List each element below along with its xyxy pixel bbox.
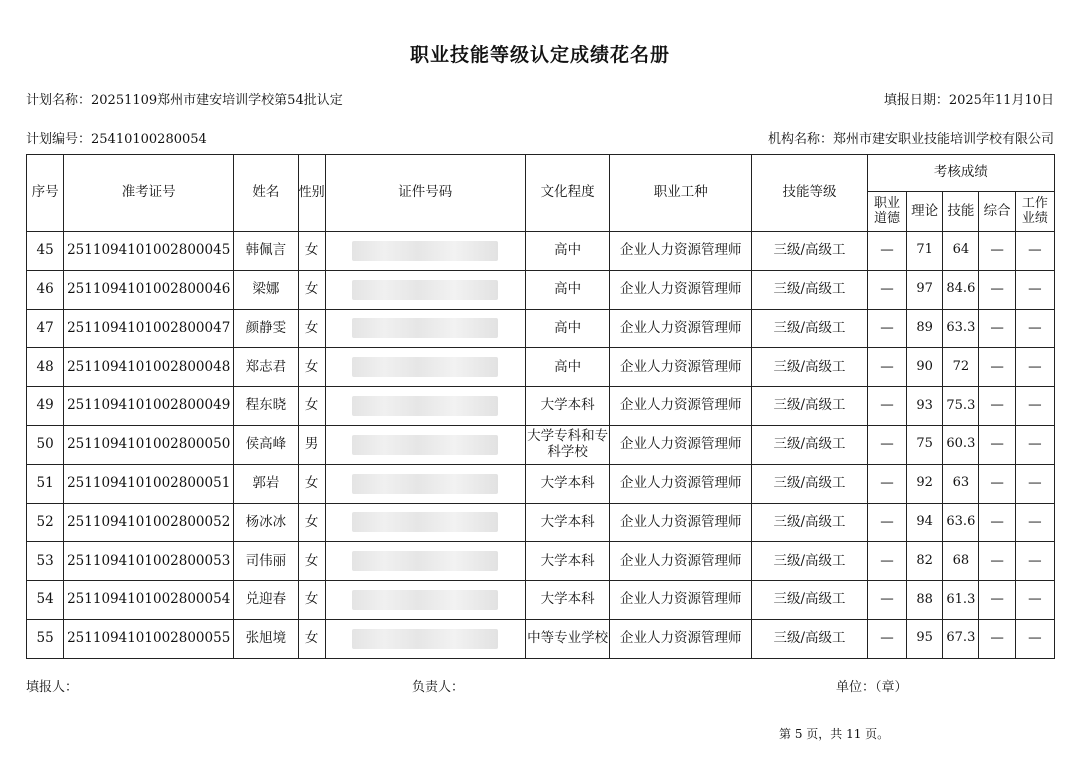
cell-name: 韩佩言 <box>234 232 298 271</box>
cell-occupation: 企业人力资源管理师 <box>610 503 752 542</box>
report-date-value: 2025年11月10日 <box>948 93 1054 108</box>
cell-id-number <box>325 503 525 542</box>
cell-ethics: — <box>867 270 906 309</box>
cell-gender: 女 <box>298 581 325 620</box>
header-name: 姓名 <box>234 155 298 232</box>
cell-seq: 47 <box>27 309 64 348</box>
document-title: 职业技能等级认定成绩花名册 <box>409 44 670 66</box>
cell-work-performance: — <box>1015 619 1054 658</box>
plan-name-label: 计划名称： <box>26 93 92 108</box>
cell-gender: 女 <box>298 503 325 542</box>
cell-overall: — <box>979 542 1015 581</box>
cell-name: 张旭境 <box>234 619 298 658</box>
cell-skill: 68 <box>943 542 979 581</box>
cell-theory: 95 <box>907 619 943 658</box>
table-row <box>27 348 1055 387</box>
cell-work-performance: — <box>1015 425 1054 464</box>
cell-occupation: 企业人力资源管理师 <box>610 425 752 464</box>
cell-occupation: 企业人力资源管理师 <box>610 309 752 348</box>
cell-skill: 75.3 <box>943 387 979 426</box>
cell-ethics: — <box>867 503 906 542</box>
roster-body <box>27 232 1055 659</box>
cell-education: 大学本科 <box>525 387 609 426</box>
table-row <box>27 425 1055 464</box>
cell-id-number <box>325 270 525 309</box>
cell-skill-level: 三级/高级工 <box>752 425 868 464</box>
cell-name: 郭岩 <box>234 464 298 503</box>
cell-seq: 49 <box>27 387 64 426</box>
redacted-id-block <box>352 280 498 300</box>
cell-ethics: — <box>867 581 906 620</box>
cell-skill: 63.6 <box>943 503 979 542</box>
redacted-id-block <box>352 629 498 649</box>
cell-skill-level: 三级/高级工 <box>752 619 868 658</box>
cell-theory: 93 <box>907 387 943 426</box>
redacted-id-block <box>352 474 498 494</box>
header-seq: 序号 <box>27 155 64 232</box>
cell-id-number <box>325 309 525 348</box>
header-scores: 考核成绩 <box>867 155 1054 192</box>
cell-gender: 女 <box>298 232 325 271</box>
organization-label: 机构名称： <box>767 132 833 147</box>
cell-theory: 88 <box>907 581 943 620</box>
cell-overall: — <box>979 232 1015 271</box>
redacted-id-block <box>352 241 498 261</box>
redacted-id-block <box>352 512 498 532</box>
cell-theory: 75 <box>907 425 943 464</box>
cell-overall: — <box>979 270 1015 309</box>
cell-gender: 女 <box>298 348 325 387</box>
cell-education: 大学本科 <box>525 464 609 503</box>
cell-work-performance: — <box>1015 464 1054 503</box>
cell-skill-level: 三级/高级工 <box>752 309 868 348</box>
cell-overall: — <box>979 425 1015 464</box>
cell-education: 大学专科和专科学校 <box>525 425 609 464</box>
table-row <box>27 503 1055 542</box>
cell-name: 颜静雯 <box>234 309 298 348</box>
cell-id-number <box>325 232 525 271</box>
cell-theory: 90 <box>907 348 943 387</box>
cell-skill-level: 三级/高级工 <box>752 581 868 620</box>
cell-work-performance: — <box>1015 581 1054 620</box>
cell-work-performance: — <box>1015 232 1054 271</box>
header-exam-number: 准考证号 <box>64 155 234 232</box>
cell-education: 中等专业学校 <box>525 619 609 658</box>
cell-exam-number: 2511094101002800053 <box>64 542 234 581</box>
organization-value: 郑州市建安职业技能培训学校有限公司 <box>832 132 1054 147</box>
table-row <box>27 387 1055 426</box>
header-skill-level: 技能等级 <box>752 155 868 232</box>
report-date-label: 填报日期： <box>883 93 949 108</box>
cell-skill: 61.3 <box>943 581 979 620</box>
cell-occupation: 企业人力资源管理师 <box>610 232 752 271</box>
cell-overall: — <box>979 503 1015 542</box>
header-ethics: 职业道德 <box>867 192 906 232</box>
cell-overall: — <box>979 464 1015 503</box>
responsible-label: 负责人： <box>412 680 465 695</box>
cell-education: 高中 <box>525 232 609 271</box>
cell-ethics: — <box>867 619 906 658</box>
cell-name: 侯高峰 <box>234 425 298 464</box>
cell-skill-level: 三级/高级工 <box>752 464 868 503</box>
plan-number-value: 25410100280054 <box>91 132 207 147</box>
cell-theory: 92 <box>907 464 943 503</box>
cell-exam-number: 2511094101002800049 <box>64 387 234 426</box>
cell-ethics: — <box>867 309 906 348</box>
cell-overall: — <box>979 387 1015 426</box>
cell-theory: 71 <box>907 232 943 271</box>
header-overall: 综合 <box>979 192 1015 232</box>
cell-skill-level: 三级/高级工 <box>752 232 868 271</box>
cell-id-number <box>325 581 525 620</box>
cell-theory: 82 <box>907 542 943 581</box>
cell-name: 梁娜 <box>234 270 298 309</box>
cell-gender: 男 <box>298 425 325 464</box>
plan-number-line <box>26 128 207 147</box>
plan-name-value: 20251109郑州市建安培训学校第54批认定 <box>91 93 343 108</box>
cell-ethics: — <box>867 387 906 426</box>
cell-name: 程东晓 <box>234 387 298 426</box>
cell-skill-level: 三级/高级工 <box>752 270 868 309</box>
cell-work-performance: — <box>1015 309 1054 348</box>
cell-name: 杨冰冰 <box>234 503 298 542</box>
cell-name: 兑迎春 <box>234 581 298 620</box>
cell-gender: 女 <box>298 464 325 503</box>
cell-exam-number: 2511094101002800047 <box>64 309 234 348</box>
cell-education: 大学本科 <box>525 581 609 620</box>
cell-education: 高中 <box>525 309 609 348</box>
cell-exam-number: 2511094101002800054 <box>64 581 234 620</box>
score-roster-table <box>26 154 1055 659</box>
redacted-id-block <box>352 357 498 377</box>
cell-id-number <box>325 464 525 503</box>
header-education: 文化程度 <box>525 155 609 232</box>
cell-gender: 女 <box>298 309 325 348</box>
table-row <box>27 619 1055 658</box>
cell-work-performance: — <box>1015 387 1054 426</box>
cell-occupation: 企业人力资源管理师 <box>610 542 752 581</box>
header-gender: 性别 <box>298 155 325 232</box>
cell-work-performance: — <box>1015 503 1054 542</box>
table-row <box>27 270 1055 309</box>
cell-seq: 45 <box>27 232 64 271</box>
cell-occupation: 企业人力资源管理师 <box>610 348 752 387</box>
cell-exam-number: 2511094101002800046 <box>64 270 234 309</box>
cell-education: 大学本科 <box>525 542 609 581</box>
organization-line <box>768 128 1054 147</box>
unit-seal-label: 单位：（章） <box>836 680 908 695</box>
cell-education: 大学本科 <box>525 503 609 542</box>
cell-gender: 女 <box>298 542 325 581</box>
cell-occupation: 企业人力资源管理师 <box>610 619 752 658</box>
redacted-id-block <box>352 590 498 610</box>
cell-seq: 54 <box>27 581 64 620</box>
header-theory: 理论 <box>907 192 943 232</box>
cell-gender: 女 <box>298 270 325 309</box>
table-row <box>27 232 1055 271</box>
cell-theory: 89 <box>907 309 943 348</box>
header-id-number: 证件号码 <box>325 155 525 232</box>
filler-label: 填报人： <box>26 680 79 695</box>
cell-id-number <box>325 425 525 464</box>
cell-skill: 63.3 <box>943 309 979 348</box>
table-row <box>27 464 1055 503</box>
redacted-id-block <box>352 396 498 416</box>
cell-ethics: — <box>867 425 906 464</box>
cell-work-performance: — <box>1015 348 1054 387</box>
cell-exam-number: 2511094101002800051 <box>64 464 234 503</box>
cell-exam-number: 2511094101002800050 <box>64 425 234 464</box>
cell-skill: 72 <box>943 348 979 387</box>
page-info: 第 5 页，共 11 页。 <box>779 727 890 741</box>
cell-ethics: — <box>867 542 906 581</box>
cell-overall: — <box>979 581 1015 620</box>
cell-skill: 67.3 <box>943 619 979 658</box>
cell-skill-level: 三级/高级工 <box>752 348 868 387</box>
table-row <box>27 309 1055 348</box>
cell-theory: 97 <box>907 270 943 309</box>
cell-seq: 53 <box>27 542 64 581</box>
cell-occupation: 企业人力资源管理师 <box>610 387 752 426</box>
cell-id-number <box>325 348 525 387</box>
cell-exam-number: 2511094101002800052 <box>64 503 234 542</box>
cell-seq: 46 <box>27 270 64 309</box>
cell-skill: 63 <box>943 464 979 503</box>
cell-seq: 52 <box>27 503 64 542</box>
redacted-id-block <box>352 435 498 455</box>
cell-skill-level: 三级/高级工 <box>752 387 868 426</box>
header-skill: 技能 <box>943 192 979 232</box>
cell-overall: — <box>979 348 1015 387</box>
table-row <box>27 542 1055 581</box>
cell-occupation: 企业人力资源管理师 <box>610 464 752 503</box>
report-date-line <box>884 89 1054 108</box>
plan-number-label: 计划编号： <box>26 132 92 147</box>
cell-skill-level: 三级/高级工 <box>752 542 868 581</box>
cell-skill: 60.3 <box>943 425 979 464</box>
cell-exam-number: 2511094101002800055 <box>64 619 234 658</box>
cell-education: 高中 <box>525 270 609 309</box>
header-occupation: 职业工种 <box>610 155 752 232</box>
cell-seq: 55 <box>27 619 64 658</box>
plan-name-line <box>26 89 343 108</box>
header-work-performance: 工作业绩 <box>1015 192 1054 232</box>
cell-ethics: — <box>867 464 906 503</box>
cell-occupation: 企业人力资源管理师 <box>610 581 752 620</box>
redacted-id-block <box>352 318 498 338</box>
cell-education: 高中 <box>525 348 609 387</box>
table-row <box>27 581 1055 620</box>
cell-name: 郑志君 <box>234 348 298 387</box>
cell-occupation: 企业人力资源管理师 <box>610 270 752 309</box>
cell-theory: 94 <box>907 503 943 542</box>
cell-seq: 51 <box>27 464 64 503</box>
cell-gender: 女 <box>298 619 325 658</box>
cell-id-number <box>325 542 525 581</box>
cell-skill-level: 三级/高级工 <box>752 503 868 542</box>
cell-gender: 女 <box>298 387 325 426</box>
cell-overall: — <box>979 309 1015 348</box>
cell-overall: — <box>979 619 1015 658</box>
cell-work-performance: — <box>1015 270 1054 309</box>
cell-seq: 48 <box>27 348 64 387</box>
cell-seq: 50 <box>27 425 64 464</box>
cell-exam-number: 2511094101002800048 <box>64 348 234 387</box>
cell-skill: 64 <box>943 232 979 271</box>
redacted-id-block <box>352 551 498 571</box>
cell-id-number <box>325 619 525 658</box>
cell-work-performance: — <box>1015 542 1054 581</box>
cell-skill: 84.6 <box>943 270 979 309</box>
cell-exam-number: 2511094101002800045 <box>64 232 234 271</box>
cell-name: 司伟丽 <box>234 542 298 581</box>
cell-ethics: — <box>867 232 906 271</box>
cell-id-number <box>325 387 525 426</box>
cell-ethics: — <box>867 348 906 387</box>
